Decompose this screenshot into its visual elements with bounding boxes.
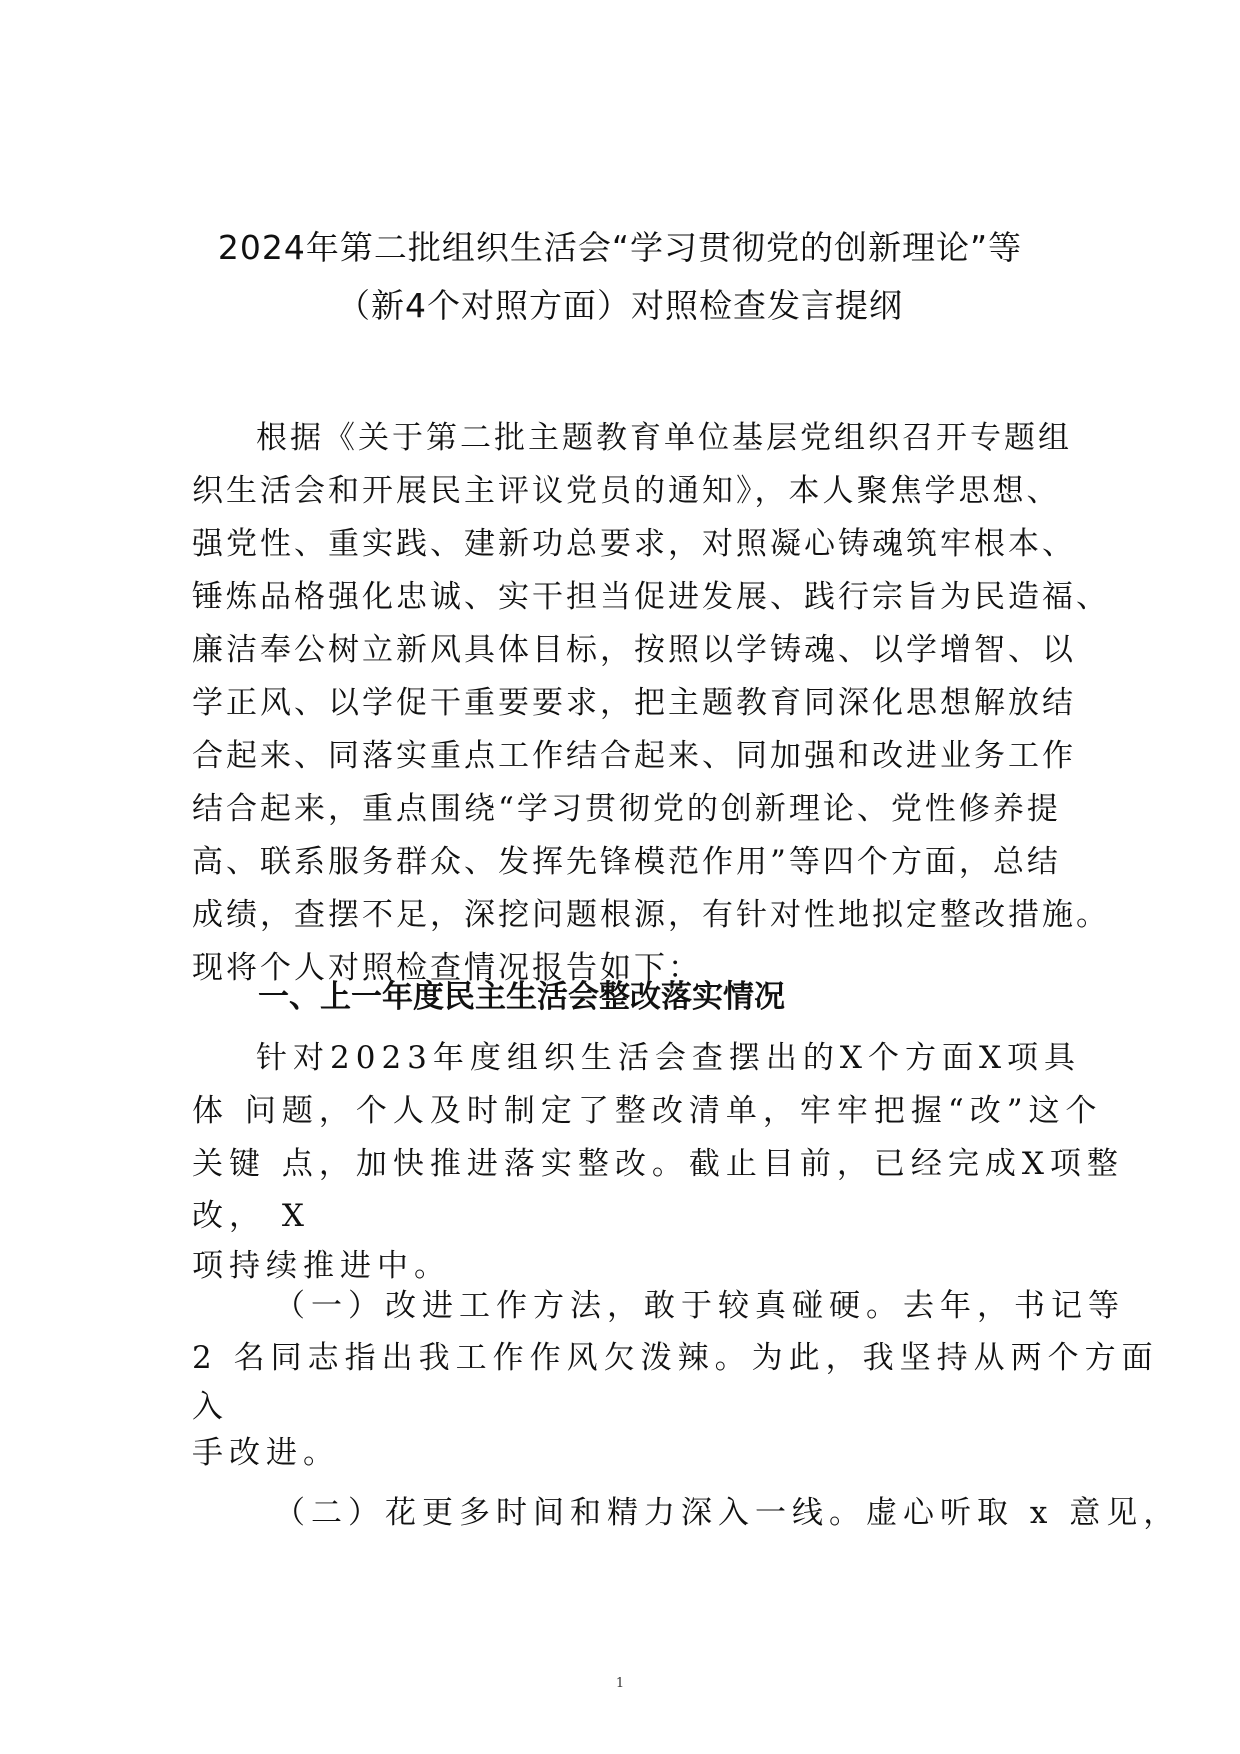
subsection-1-paragraph: [192, 1280, 1159, 1476]
section-1-heading: 一、上一年度民主生活会整改落实情况: [258, 979, 785, 1015]
intro-line: 成绩，查摆不足，深挖问题根源，有针对性地拟定整改措施。: [192, 897, 1110, 933]
subsection-1-line: 2 名同志指出我工作作风欠泼辣。为此，我坚持从两个方面: [192, 1340, 1159, 1376]
subsection-1-line: 入: [192, 1389, 229, 1425]
section-1-line: 改， X: [192, 1198, 310, 1234]
intro-line: 锤炼品格强化忠诚、实干担当促进发展、践行宗旨为民造福、: [192, 579, 1110, 615]
document-title-line-2: （新4个对照方面）对照检查发言提纲: [337, 286, 903, 325]
intro-line: 根据《关于第二批主题教育单位基层党组织召开专题组: [256, 420, 1072, 456]
intro-line: 织生活会和开展民主评议党员的通知》，本人聚焦学思想、: [192, 473, 1061, 509]
section-1-line: 针对2023年度组织生活会查摆出的X个方面X项具: [256, 1040, 1082, 1076]
intro-line: 高、联系服务群众、发挥先锋模范作用”等四个方面，总结: [192, 844, 1061, 880]
intro-line: 现将个人对照检查情况报告如下：: [192, 950, 702, 986]
subsection-2-paragraph: [192, 1487, 1181, 1539]
intro-line: 合起来、同落实重点工作结合起来、同加强和改进业务工作: [192, 738, 1076, 774]
intro-line: 结合起来，重点围绕“学习贯彻党的创新理论、党性修养提: [192, 791, 1061, 827]
intro-paragraph: [192, 412, 1110, 995]
subsection-1-line: （一）改进工作方法，敢于较真碰硬。去年，书记等: [274, 1288, 1125, 1324]
page-number: 1: [615, 1676, 625, 1691]
section-1-line: 关键 点，加快推进落实整改。截止目前，已经完成X项整: [192, 1146, 1124, 1182]
subsection-2-line: （二）花更多时间和精力深入一线。虚心听取 x 意见，: [274, 1495, 1181, 1531]
section-1-paragraph: [192, 1032, 1124, 1291]
section-1-line: 项持续推进中。: [192, 1248, 451, 1284]
intro-line: 强党性、重实践、建新功总要求，对照凝心铸魂筑牢根本、: [192, 526, 1076, 562]
section-1-line: 体 问题，个人及时制定了整改清单，牢牢把握“改”这个: [192, 1093, 1103, 1129]
subsection-1-line: 手改进。: [192, 1435, 340, 1471]
intro-line: 学正风、以学促干重要要求，把主题教育同深化思想解放结: [192, 685, 1076, 721]
intro-line: 廉洁奉公树立新风具体目标，按照以学铸魂、以学增智、以: [192, 632, 1076, 668]
document-title-line-1: 2024年第二批组织生活会“学习贯彻党的创新理论”等: [217, 228, 1023, 267]
